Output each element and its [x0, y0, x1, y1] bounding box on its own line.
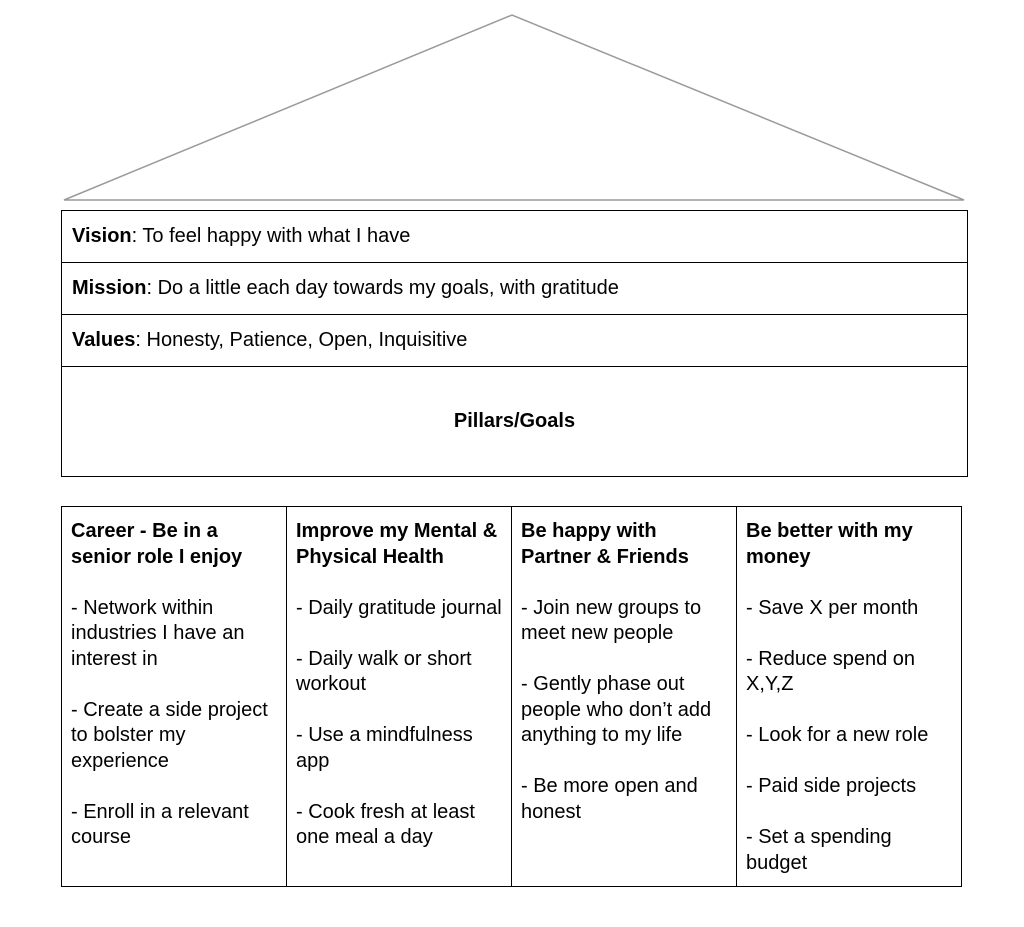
pillar-title: Career - Be in a senior role I enjoy	[71, 520, 243, 568]
values-text: : Honesty, Patience, Open, Inquisitive	[135, 329, 468, 351]
pillar-item: - Create a side project to bolster my experience	[71, 698, 268, 772]
pillar-item: - Gently phase out people who don’t add anything to my life	[521, 673, 712, 746]
mission-row	[62, 263, 967, 315]
values-row	[62, 315, 967, 367]
pillars-heading-row	[62, 367, 967, 476]
pillar-title: Improve my Mental & Physical Health	[296, 520, 498, 568]
pillar-title: Be happy with Partner & Friends	[521, 520, 689, 568]
pillar-item: - Cook fresh at least one meal a day	[296, 800, 475, 848]
vision-text: : To feel happy with what I have	[131, 225, 411, 247]
pillar-item: - Network within industries I have an interest in	[71, 596, 245, 670]
roof-triangle	[64, 15, 964, 200]
vision-label: Vision	[72, 225, 132, 247]
vision-row	[62, 211, 967, 263]
pillar-item: - Reduce spend on X,Y,Z	[746, 647, 916, 695]
pillar-item: - Use a mindfulness app	[296, 724, 473, 772]
pillar-health	[287, 507, 512, 886]
pillar-item: - Daily gratitude journal	[296, 596, 502, 619]
pillars-table	[61, 506, 962, 887]
pillar-item: - Join new groups to meet new people	[521, 596, 702, 644]
pillar-item: - Paid side projects	[746, 775, 917, 797]
pillar-money	[737, 507, 961, 886]
pillar-title: Be better with my money	[746, 520, 913, 568]
mission-text: : Do a little each day towards my goals, with gratitude	[146, 277, 619, 299]
values-label: Values	[72, 329, 136, 351]
pillar-item: - Save X per month	[746, 596, 919, 619]
pillar-item: - Set a spending budget	[746, 826, 892, 874]
pillar-item: - Enroll in a relevant course	[71, 800, 249, 848]
pillars-heading: Pillars/Goals	[453, 410, 576, 432]
pillar-relationships	[512, 507, 737, 886]
pillar-career	[62, 507, 287, 886]
mission-label: Mission	[72, 277, 147, 299]
house-roof	[0, 0, 1024, 210]
pillar-item: - Daily walk or short workout	[296, 647, 472, 695]
pillar-item: - Be more open and honest	[521, 775, 698, 823]
pillar-item: - Look for a new role	[746, 724, 929, 746]
vision-mission-values-table	[61, 210, 968, 477]
